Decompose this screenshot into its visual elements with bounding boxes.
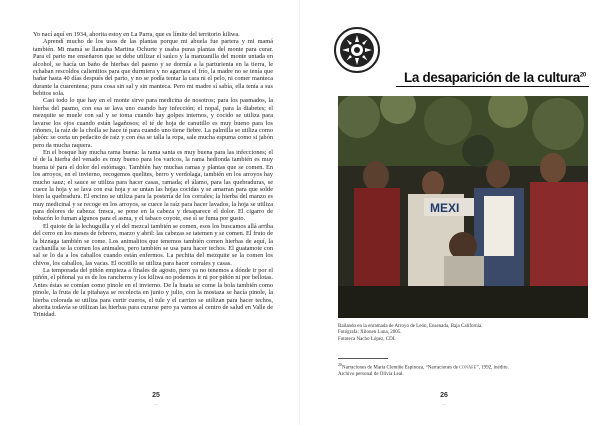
paragraph: Aprendí mucho de los usos de las plantas porque mi abuela fue partera y mi mamá también. Mi mamá se llamaba Martina Ochurte y usaba puras plantas del monte para curar. Para el parto me enseñaron que se debe utilizar el saúco y la manzanilla del monte untada en alcohol, se hacía un baño de hierbas del pasmo y se dormía a la parturienta en la tierra, le echaban rescoldos calientitos para que durmiera y no agarrara el frío, la madre no se tenía que bañar hasta 40 días después del parto, y no se podía tentar la cara ni el pelo, ni comer manteca durante la cuarentena; pura cosa sin sal y sin manteca. Pero mi madre sí sabía, ella tenía a sus bebitos sola. bbox=[33, 38, 273, 97]
title-underline bbox=[396, 86, 589, 87]
paragraph: El quiote de la lechuguilla y el del mezcal también se comen, esos los buscamos allá arriba del cerro en los meses de febrero, marzo y abril: las cabezas se tatemen y se comen. El fruto de la biznaga también se come. Los animalitos que tenemos también comen hierbas de aquí, la cachanilla se la comen los animales, pero también se usa para hacer techos. El guatamote con sal se lo da a los caballos cuando están enfermos. La pechita del mezquite se la comen los chivos, los caballos, las vacas. El ocotillo se utiliza para hacer corrales y casas. bbox=[33, 222, 273, 267]
left-page-body bbox=[33, 31, 273, 369]
paragraph: La temporada del piñón empieza a finales de agosto, pero ya no tenemos a dónde ir por el piñón, el piñonal ya es de los rancheros y los kiliwa no podemos ir ni por piñón ni por bellotas. Antes éstas se comían como pinole en el invierno. De la huata se come la bola también como pinole, la fruta de la pitahaya se recolecta en junio y julio, con la mostaza se hacía pinole, la hierba colorada se utiliza para curtir cueros, el tule y el carrizo se utilizan para hacer techos, ahorita todavía se utilizan las hierbas para curarse pero ya vamos al centro de salud en Valle de Trinidad. bbox=[33, 267, 273, 319]
banner-text: MEXI bbox=[430, 201, 460, 215]
photo-caption bbox=[338, 324, 588, 343]
footnote bbox=[338, 362, 588, 378]
footnote-text-pre: Narraciones de María Clemiñe Espinoza, “Narraciones de bbox=[342, 365, 460, 371]
caption-line: Bailando en la enramada de Arroyo de León, Ensenada, Baja California. bbox=[338, 324, 483, 329]
paragraph: Casi todo lo que hay en el monte sirve para medicina de nosotros; para los pasmados, la hierba del pasmo, con esa se lava uno cuando hay infección; el nopal, para la diabetes; el mezquite se muele con sal y se toma cuando hay golpes internos, y cocido se utiliza para lavarse los ojos cuando están lagañosos; el té de hoja de canutillo es muy bueno para los riñones, la raíz de la cholla se hace té para cuando uno tiene fiebre. La palmilla se utiliza como jabón: se corta un pedacito de raíz y con ésa se talla la ropa, sale mucha espuma como si jabón pero da mucha raquera. bbox=[33, 97, 273, 149]
title-footnote-marker: 20 bbox=[579, 72, 586, 79]
footnote-line-2: Archivo personal de Olivia Leal. bbox=[338, 372, 404, 378]
page-number-left: 25 bbox=[152, 392, 160, 399]
footnote-text-post: ”, 1992, inédito. bbox=[476, 365, 509, 371]
page-gutter bbox=[299, 0, 300, 425]
page-number-right-mark: ~~ bbox=[442, 402, 446, 406]
chapter-title bbox=[404, 70, 584, 84]
footnote-smallcaps: conafe bbox=[459, 365, 477, 371]
caption-line: Fototeca Nacho López, CDI. bbox=[338, 336, 396, 342]
photograph-dancers bbox=[338, 96, 588, 318]
page-number-right: 26 bbox=[440, 392, 448, 399]
paragraph: En el bosque hay mucha rama buena: la rama santa es muy buena para las infecciones; el té de la hierba del venado es muy bueno para los varicos, la rama hedionda también es muy buena té para el dolor del estómago. También hay muchas ramas y plantas que se comen. En los arroyos, en el invierno, recogemos quelites, berro y verdolaga, también en los arroyos hay mucho sauz; el sauce se utiliza para hacer casas, ramada; el álamo, para las quebraduras, se cuece la hoja y se lava con esa hoja y se untan las hojas cocidas y se amarran para que solde bien la quebradura. El encino se utiliza para la postería de los corrales; la hierba del manzo es muy medicinal y se recoge en los arroyos, se cuece la raíz para hacer lavados, la hoja se utiliza para dolores de cabeza: fresca, se pone en la cabeza y desaparece el dolor. El cigarro de tobacón lo fuman algunos para el asma, y el tabaco coyote, ese sí se fuma por gusto. bbox=[33, 149, 273, 223]
paragraph: Yo nací aquí en 1934, ahorita estoy en La Parra, que es límite del territorio kiliwa. bbox=[33, 31, 240, 38]
emblem-logo bbox=[333, 26, 381, 74]
page-number-left-mark: ~~ bbox=[154, 402, 158, 406]
footnote-number: 20 bbox=[338, 362, 342, 367]
footnote-rule bbox=[338, 358, 388, 359]
caption-line: Fotógrafa: Xilonen Luna, 2005. bbox=[338, 330, 402, 336]
chapter-title-text: La desaparición de la cultura bbox=[404, 70, 580, 85]
